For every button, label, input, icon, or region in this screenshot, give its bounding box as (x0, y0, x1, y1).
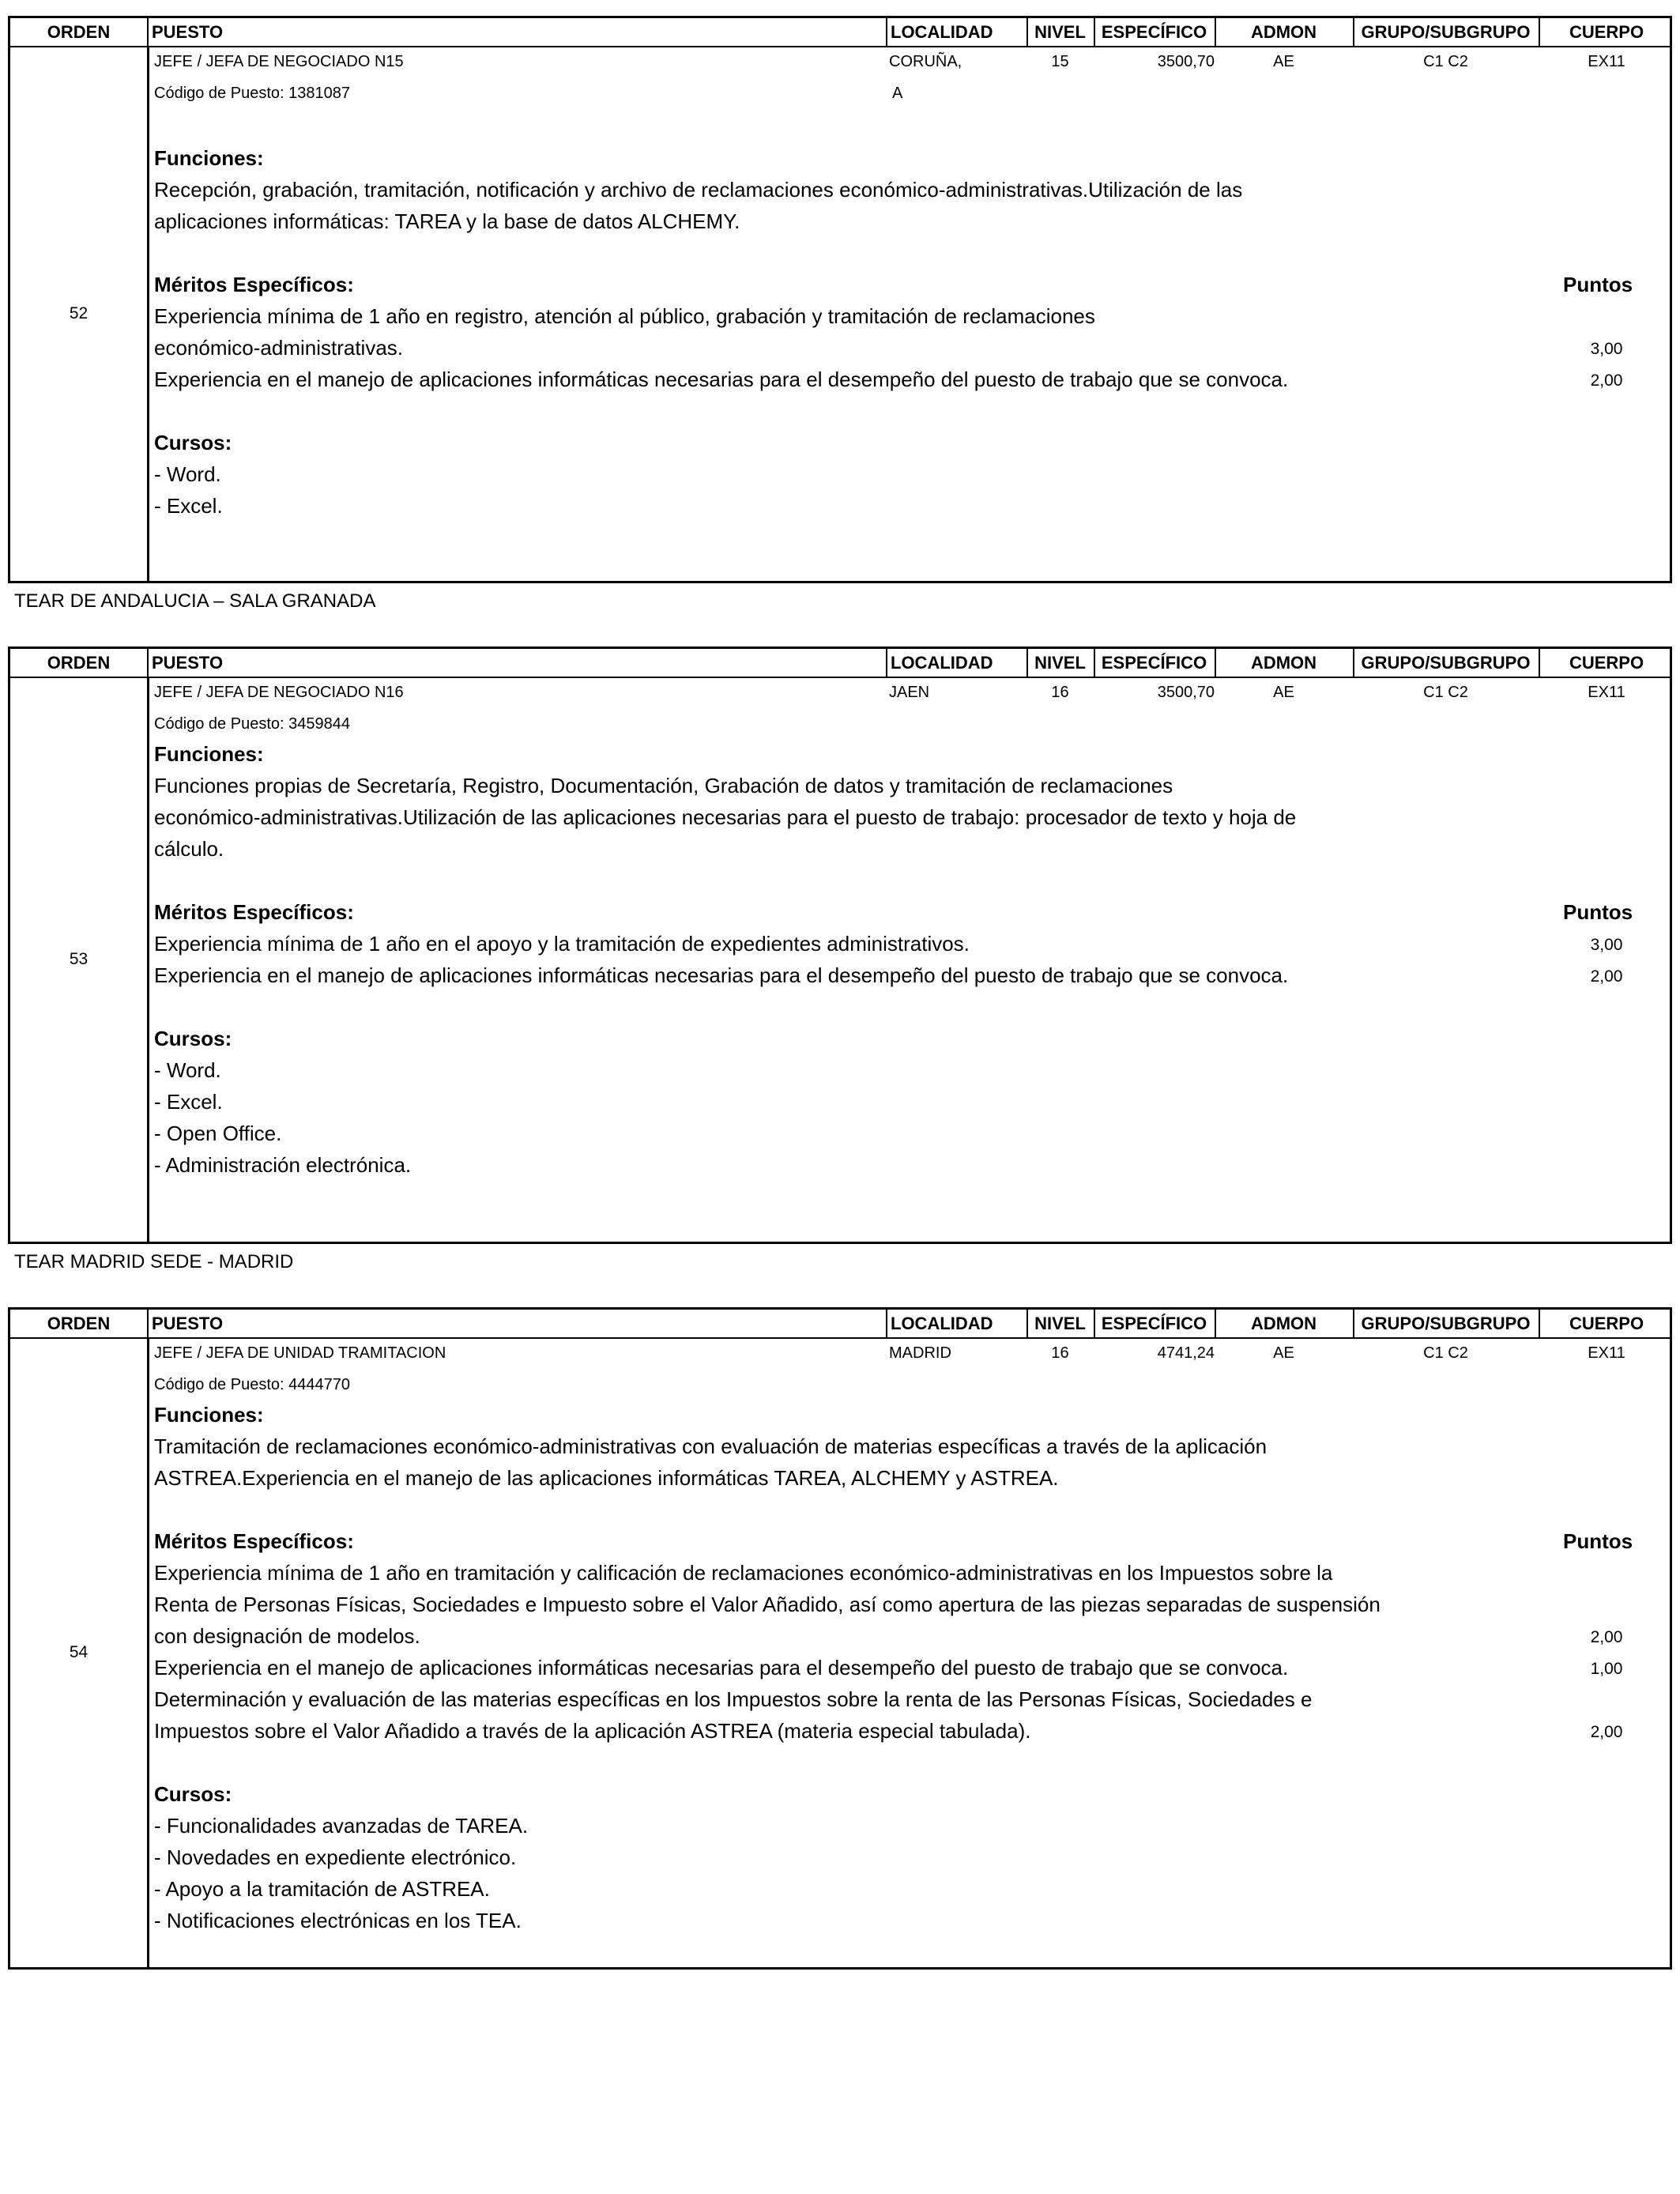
header-divider (1026, 649, 1028, 677)
header-localidad: LOCALIDAD (891, 1314, 993, 1333)
header-especifico: ESPECÍFICO (1101, 653, 1207, 673)
header-divider (886, 649, 887, 677)
merito-line: Experiencia en el manejo de aplicaciones informáticas necesarias para el desempeño del puesto de trabajo que se convoca. (154, 368, 1289, 391)
codigo-puesto: Código de Puesto: 1381087 (154, 85, 350, 102)
header-puesto: PUESTO (152, 22, 224, 42)
especifico: 3500,70 (1157, 53, 1215, 70)
funciones-line: económico-administrativas.Utilización de las aplicaciones necesarias para el puesto de trabajo: procesador de texto y hoja de (154, 805, 1297, 829)
puntos-value: 2,00 (1590, 371, 1623, 390)
puesto-title: JEFE / JEFA DE NEGOCIADO N15 (154, 53, 404, 70)
header-puesto: PUESTO (152, 653, 224, 673)
curso-item: - Open Office. (154, 1122, 282, 1145)
merito-line: Experiencia mínima de 1 año en el apoyo y la tramitación de expedientes administrativos. (154, 932, 970, 956)
localidad: CORUÑA, (889, 53, 962, 70)
merito-line: Impuestos sobre el Valor Añadido a través de la aplicación ASTREA (materia especial tabulada). (154, 1719, 1031, 1743)
header-orden: ORDEN (47, 1314, 111, 1333)
cursos-label: Cursos: (154, 1027, 232, 1050)
header-divider (886, 1310, 887, 1337)
header-orden: ORDEN (47, 653, 111, 673)
meritos-label: Méritos Específicos: (154, 1529, 354, 1553)
header-localidad: LOCALIDAD (891, 653, 993, 673)
header-divider (1353, 1310, 1354, 1337)
puntos-value: 1,00 (1590, 1660, 1623, 1678)
header-localidad: LOCALIDAD (891, 22, 993, 42)
curso-item: - Word. (154, 1058, 221, 1082)
curso-item: - Notificaciones electrónicas en los TEA. (154, 1909, 522, 1932)
puntos-label: Puntos (1563, 900, 1633, 924)
header-nivel: NIVEL (1034, 22, 1086, 42)
header-divider (1215, 18, 1216, 46)
header-divider (1094, 649, 1095, 677)
curso-item: - Excel. (154, 494, 223, 518)
cuerpo: EX11 (1588, 53, 1625, 70)
funciones-label: Funciones: (154, 742, 264, 766)
puntos-value: 2,00 (1590, 1628, 1623, 1646)
header-nivel: NIVEL (1034, 653, 1086, 673)
header-admon: ADMON (1250, 1314, 1317, 1333)
header-cuerpo: CUERPO (1569, 22, 1644, 42)
header-admon: ADMON (1250, 653, 1317, 673)
grupo-subgrupo: C1 C2 (1423, 53, 1468, 70)
column-divider (147, 47, 149, 581)
curso-item: - Administración electrónica. (154, 1153, 412, 1177)
header-divider (147, 18, 149, 46)
orden-number: 53 (69, 950, 89, 968)
especifico: 3500,70 (1157, 684, 1215, 701)
header-divider (1094, 1310, 1095, 1337)
header-divider (1539, 649, 1540, 677)
entry-block-54 (8, 1339, 1672, 1970)
cuerpo: EX11 (1588, 1344, 1625, 1362)
section-heading: TEAR MADRID SEDE - MADRID (14, 1251, 294, 1272)
merito-line: Experiencia en el manejo de aplicaciones informáticas necesarias para el desempeño del puesto de trabajo que se convoca. (154, 963, 1289, 987)
especifico: 4741,24 (1157, 1344, 1215, 1362)
table-header-row (8, 647, 1672, 678)
merito-line: Determinación y evaluación de las materias específicas en los Impuestos sobre la renta de las Personas Físicas, Sociedades e (154, 1687, 1313, 1711)
header-admon: ADMON (1250, 22, 1317, 42)
funciones-line: Tramitación de reclamaciones económico-administrativas con evaluación de materias específicas a través de la aplicación (154, 1434, 1268, 1458)
header-orden: ORDEN (47, 22, 111, 42)
codigo-puesto: Código de Puesto: 4444770 (154, 1376, 350, 1393)
admon: AE (1273, 684, 1294, 701)
orden-number: 52 (69, 304, 89, 322)
header-divider (1539, 1310, 1540, 1337)
header-divider (1026, 18, 1028, 46)
header-divider (1094, 18, 1095, 46)
meritos-label: Méritos Específicos: (154, 273, 354, 296)
admon: AE (1273, 53, 1294, 70)
header-divider (886, 18, 887, 46)
puesto-title: JEFE / JEFA DE UNIDAD TRAMITACION (154, 1344, 446, 1362)
header-divider (1215, 1310, 1216, 1337)
header-cuerpo: CUERPO (1569, 1314, 1644, 1333)
merito-line: Experiencia mínima de 1 año en registro, atención al público, grabación y tramitación de reclamaciones (154, 304, 1095, 328)
puntos-label: Puntos (1563, 273, 1633, 296)
grupo-subgrupo: C1 C2 (1423, 1344, 1468, 1362)
merito-line: Experiencia mínima de 1 año en tramitación y calificación de reclamaciones económico-administrativas en los Impuestos sobre la (154, 1561, 1333, 1585)
section-heading: TEAR DE ANDALUCIA – SALA GRANADA (14, 590, 376, 612)
merito-line: económico-administrativas. (154, 336, 404, 360)
entry-block-53 (8, 678, 1672, 1244)
cuerpo: EX11 (1588, 684, 1625, 701)
curso-item: - Word. (154, 462, 221, 486)
table-header-row (8, 1307, 1672, 1339)
curso-item: - Novedades en expediente electrónico. (154, 1845, 517, 1869)
nivel: 16 (1051, 684, 1069, 701)
header-especifico: ESPECÍFICO (1101, 1314, 1207, 1333)
column-divider (147, 678, 149, 1242)
merito-line: Experiencia en el manejo de aplicaciones informáticas necesarias para el desempeño del puesto de trabajo que se convoca. (154, 1656, 1289, 1679)
localidad: JAEN (889, 684, 930, 701)
header-divider (1026, 1310, 1028, 1337)
cursos-label: Cursos: (154, 431, 232, 454)
puesto-title: JEFE / JEFA DE NEGOCIADO N16 (154, 684, 404, 701)
funciones-label: Funciones: (154, 146, 264, 170)
funciones-line: cálculo. (154, 837, 224, 861)
orden-number: 54 (69, 1643, 89, 1661)
header-grupo: GRUPO/SUBGRUPO (1361, 653, 1531, 673)
merito-line: Renta de Personas Físicas, Sociedades e Impuesto sobre el Valor Añadido, así como apertura de las piezas separadas de suspensión (154, 1593, 1381, 1616)
header-nivel: NIVEL (1034, 1314, 1086, 1333)
puntos-value: 3,00 (1590, 340, 1623, 358)
cursos-label: Cursos: (154, 1782, 232, 1806)
header-grupo: GRUPO/SUBGRUPO (1361, 1314, 1531, 1333)
funciones-line: Recepción, grabación, tramitación, notificación y archivo de reclamaciones económico-administrativas.Utilización de las (154, 178, 1243, 202)
puntos-value: 2,00 (1590, 967, 1623, 986)
column-divider (147, 1339, 149, 1967)
header-puesto: PUESTO (152, 1314, 224, 1333)
curso-item: - Funcionalidades avanzadas de TAREA. (154, 1814, 529, 1838)
header-divider (147, 649, 149, 677)
funciones-line: Funciones propias de Secretaría, Registro, Documentación, Grabación de datos y tramitación de reclamaciones (154, 774, 1173, 797)
entry-block-52 (8, 47, 1672, 583)
curso-item: - Apoyo a la tramitación de ASTREA. (154, 1877, 490, 1901)
admon: AE (1273, 1344, 1294, 1362)
document (8, 16, 1672, 1970)
nivel: 15 (1051, 53, 1069, 70)
funciones-line: aplicaciones informáticas: TAREA y la base de datos ALCHEMY. (154, 209, 740, 233)
header-divider (1353, 649, 1354, 677)
puntos-value: 3,00 (1590, 936, 1623, 954)
meritos-label: Méritos Específicos: (154, 900, 354, 924)
header-especifico: ESPECÍFICO (1101, 22, 1207, 42)
header-cuerpo: CUERPO (1569, 653, 1644, 673)
merito-line: con designación de modelos. (154, 1624, 420, 1648)
curso-item: - Excel. (154, 1090, 223, 1114)
puntos-label: Puntos (1563, 1529, 1633, 1553)
header-divider (147, 1310, 149, 1337)
codigo-puesto: Código de Puesto: 3459844 (154, 715, 350, 733)
header-divider (1353, 18, 1354, 46)
funciones-label: Funciones: (154, 1403, 264, 1427)
header-divider (1215, 649, 1216, 677)
funciones-line: ASTREA.Experiencia en el manejo de las aplicaciones informáticas TAREA, ALCHEMY y ASTREA. (154, 1466, 1059, 1490)
table-header-row (8, 16, 1672, 47)
grupo-subgrupo: C1 C2 (1423, 684, 1468, 701)
nivel: 16 (1051, 1344, 1069, 1362)
localidad: MADRID (889, 1344, 951, 1362)
header-divider (1539, 18, 1540, 46)
puntos-value: 2,00 (1590, 1723, 1623, 1741)
header-grupo: GRUPO/SUBGRUPO (1361, 22, 1531, 42)
localidad-cont: A (892, 85, 903, 102)
